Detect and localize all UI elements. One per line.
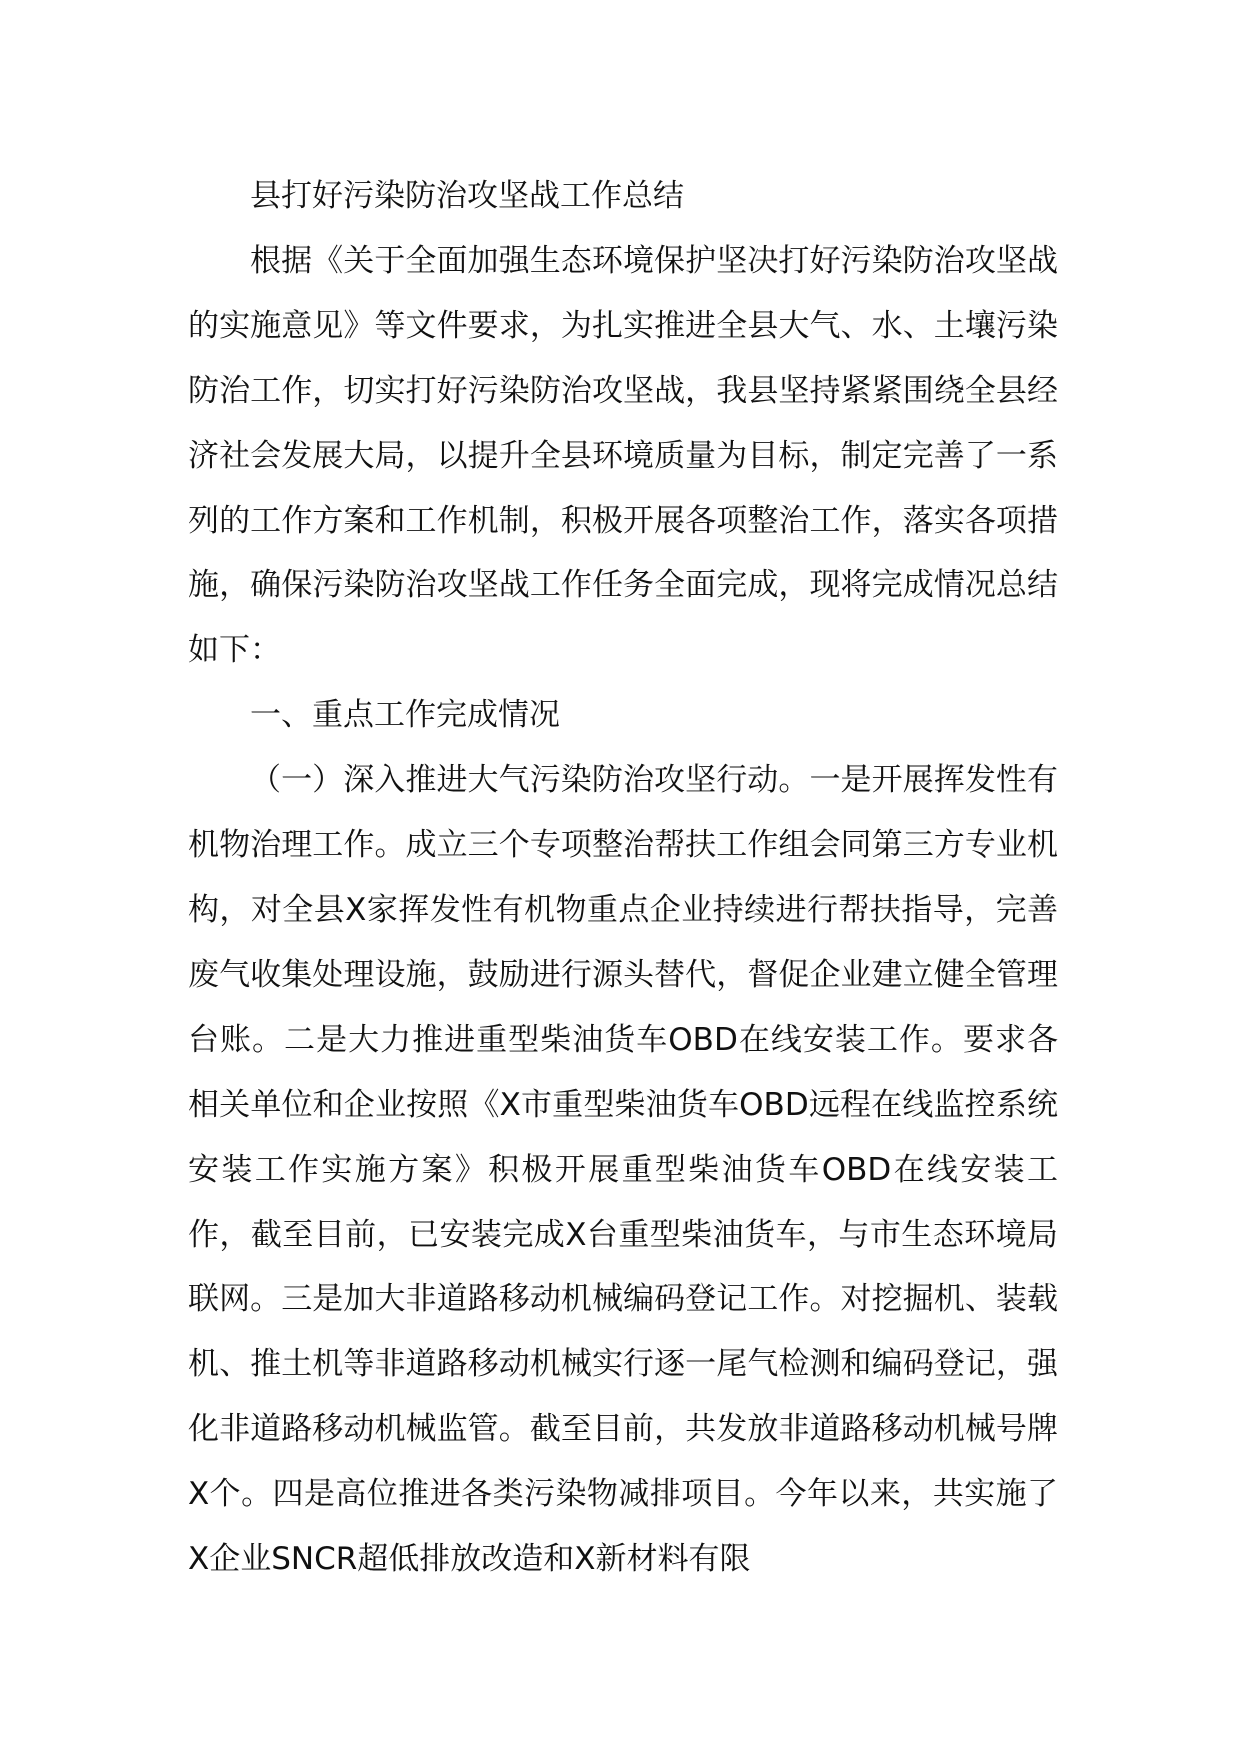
intro-paragraph: 根据《关于全面加强生态环境保护坚决打好污染防治攻坚战的实施意见》等文件要求，为扎实推进全县大气、水、土壤污染防治工作，切实打好污染防治攻坚战，我县坚持紧紧围绕全县经济社会发展大局，以提升全县环境质量为目标，制定完善了一系列的工作方案和工作机制，积极开展各项整治工作，落实各项措施，确保污染防治攻坚战工作任务全面完成，现将完成情况总结如下：	[188, 242, 1058, 669]
document-body	[188, 164, 1058, 1592]
section-heading: 一、重点工作完成情况	[250, 697, 560, 734]
body-paragraph: （一）深入推进大气污染防治攻坚行动。一是开展挥发性有机物治理工作。成立三个专项整治帮扶工作组会同第三方专业机构，对全县X家挥发性有机物重点企业持续进行帮扶指导，完善废气收集处理设施，鼓励进行源头替代，督促企业建立健全管理台账。二是大力推进重型柴油货车OBD在线安装工作。要求各相关单位和企业按照《X市重型柴油货车OBD远程在线监控系统安装工作实施方案》积极开展重型柴油货车OBD在线安装工作，截至目前，已安装完成X台重型柴油货车，与市生态环境局联网。三是加大非道路移动机械编码登记工作。对挖掘机、装载机、推土机等非道路移动机械实行逐一尾气检测和编码登记，强化非道路移动机械监管。截至目前，共发放非道路移动机械号牌X个。四是高位推进各类污染物减排项目。今年以来，共实施了X企业SNCR超低排放改造和X新材料有限	[188, 762, 1058, 1578]
document-title: 县打好污染防治攻坚战工作总结	[250, 178, 684, 214]
